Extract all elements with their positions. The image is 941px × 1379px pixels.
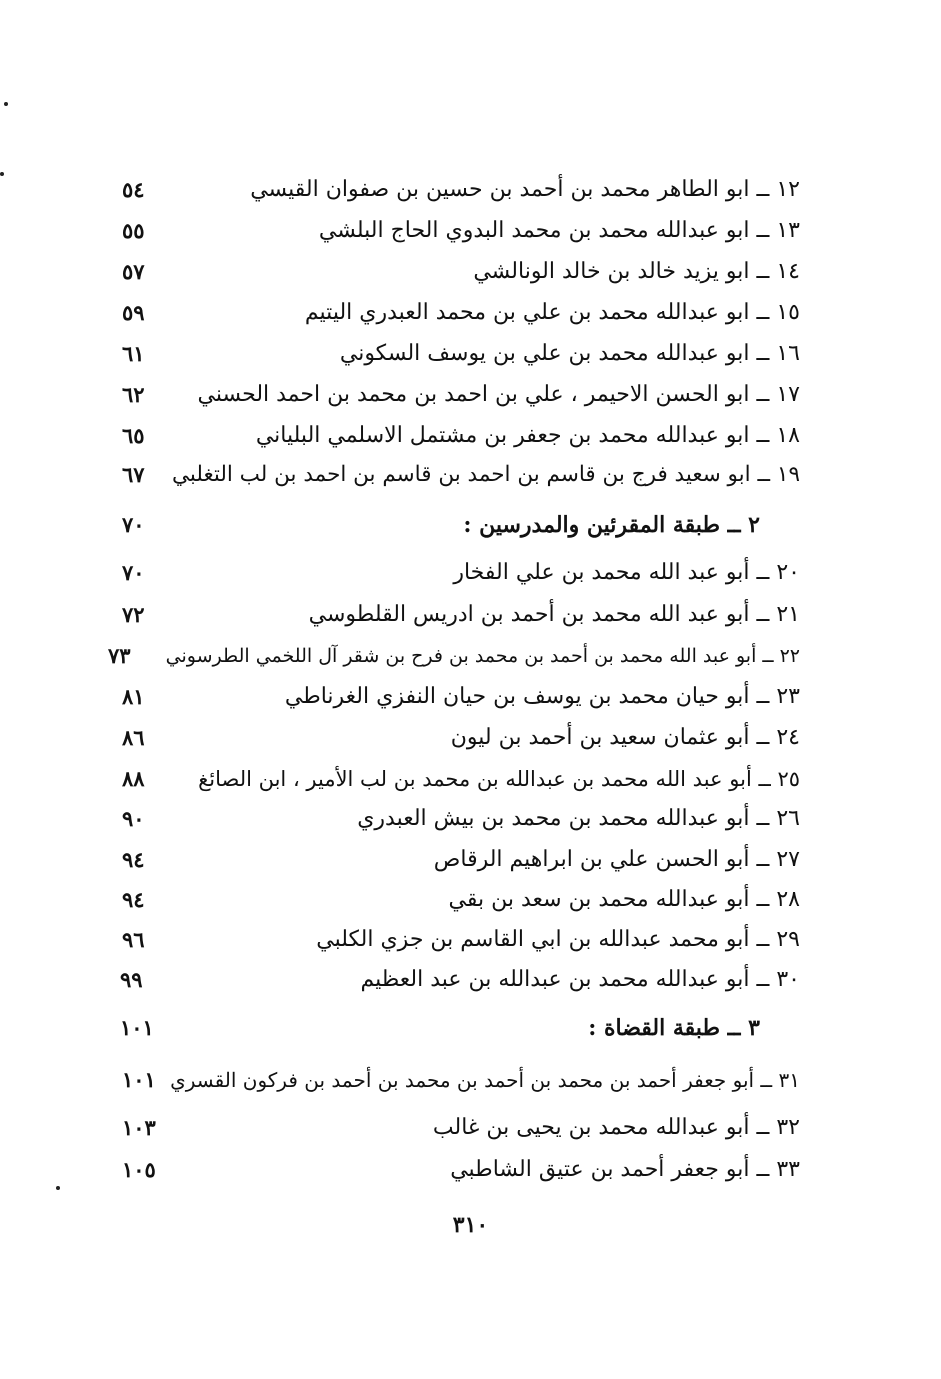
entry-title: ٢٣ ــ أبو حيان محمد بن يوسف بن حيان النفزي الغرناطي <box>284 684 800 709</box>
entry-title: ١٣ ــ ابو عبدالله محمد بن محمد البدوي الحاج البلشي <box>318 218 800 243</box>
entry-title: ١٢ ــ ابو الطاهر محمد بن أحمد بن حسين بن صفوان القيسي <box>250 177 800 202</box>
toc-entry <box>100 170 800 210</box>
toc-entry <box>100 252 800 292</box>
entry-title: ٣٢ ــ أبو عبدالله محمد بن يحيى بن غالب <box>432 1115 800 1140</box>
entry-page-number: ٩٦ <box>122 927 145 952</box>
toc-entry <box>100 553 800 593</box>
entry-page-number: ٧٠ <box>122 560 145 585</box>
entry-page-number: ٦٥ <box>122 423 145 448</box>
entry-page-number: ٥٥ <box>122 218 145 243</box>
entry-title: ٢٢ ــ أبو عبد الله محمد بن أحمد بن محمد بن فرح بن شقر آل اللخمي الطرسوني <box>165 645 800 667</box>
entry-title: ٢٠ ــ أبو عبد الله محمد بن علي الفخار <box>453 560 800 585</box>
section-page-number: ١٠١ <box>120 1015 154 1040</box>
toc-entry <box>100 1108 800 1148</box>
entry-page-number: ١٠٥ <box>122 1157 156 1182</box>
entry-title: ٢١ ــ أبو عبد الله محمد بن أحمد بن ادريس القلطوسي <box>308 602 800 627</box>
toc-entry <box>100 677 800 717</box>
toc-entry <box>100 1060 800 1100</box>
entry-page-number: ٥٤ <box>122 177 145 202</box>
toc-entry <box>100 595 800 635</box>
entry-page-number: ٩٤ <box>122 847 145 872</box>
entry-page-number: ٦٧ <box>122 462 145 487</box>
toc-entry <box>100 840 800 880</box>
entry-title: ١٤ ــ ابو يزيد خالد بن خالد الونالشي <box>473 259 800 284</box>
entry-title: ١٩ ــ ابو سعيد فرج بن قاسم بن احمد بن قاسم بن احمد بن لب التغلبي <box>171 462 800 487</box>
toc-entry <box>100 718 800 758</box>
entry-title: ٣٠ ــ أبو عبدالله محمد بن عبدالله بن عبد العظيم <box>360 967 800 992</box>
entry-page-number: ٨١ <box>122 684 145 709</box>
toc-entry <box>100 1150 800 1190</box>
toc-entry <box>100 455 800 495</box>
entry-title: ١٨ ــ ابو عبدالله محمد بن جعفر بن مشتمل الاسلمي البلياني <box>255 423 800 448</box>
toc-entry <box>100 636 800 676</box>
entry-page-number: ٨٦ <box>122 725 145 750</box>
entry-page-number: ٧٢ <box>122 602 145 627</box>
toc-entry <box>100 799 800 839</box>
entry-page-number: ٦٢ <box>122 382 145 407</box>
entry-page-number: ٨٨ <box>122 766 145 791</box>
entry-page-number: ٥٩ <box>122 300 145 325</box>
entry-page-number: ٦١ <box>122 341 145 366</box>
entry-title: ٢٨ ــ أبو عبدالله محمد بن سعد بن بقي <box>448 887 800 912</box>
section-title: ٢ ــ طبقة المقرئين والمدرسين : <box>463 512 760 538</box>
entry-title: ٢٩ ــ أبو محمد عبدالله بن ابي القاسم بن جزي الكلبي <box>316 927 800 952</box>
entry-page-number: ٩٤ <box>122 887 145 912</box>
entry-page-number: ٥٧ <box>122 259 145 284</box>
entry-title: ١٦ ــ ابو عبدالله محمد بن علي بن يوسف السكوني <box>339 341 800 366</box>
toc-entry <box>100 375 800 415</box>
section-heading <box>100 1008 800 1048</box>
entry-page-number: ٩٩ <box>120 967 143 992</box>
entry-page-number: ٧٣ <box>108 643 131 668</box>
section-page-number: ٧٠ <box>122 512 145 537</box>
toc-entry <box>100 334 800 374</box>
entry-title: ١٥ ــ ابو عبدالله محمد بن علي بن محمد العبدري اليتيم <box>304 300 800 325</box>
entry-page-number: ٩٠ <box>122 806 145 831</box>
scan-speck <box>56 1186 60 1190</box>
toc-entry <box>100 293 800 333</box>
section-title: ٣ ــ طبقة القضاة : <box>588 1015 760 1041</box>
entry-title: ٢٥ ــ أبو عبد الله محمد بن عبدالله بن محمد بن لب الأمير ، ابن الصائغ <box>198 767 800 791</box>
section-heading <box>100 505 800 545</box>
toc-entry <box>100 759 800 799</box>
toc-entry <box>100 211 800 251</box>
page-number: ٣١٠ <box>452 1212 489 1238</box>
scan-speck <box>4 102 8 106</box>
entry-title: ٣١ ــ أبو جعفر أحمد بن محمد بن أحمد بن محمد بن أحمد بن فركون القسري <box>170 1068 800 1092</box>
entry-title: ٢٦ ــ أبو عبدالله محمد بن محمد بن بيش العبدري <box>357 806 800 831</box>
toc-entry <box>100 960 800 1000</box>
entry-title: ١٧ ــ ابو الحسن الاحيمر ، علي بن احمد بن محمد بن احمد الحسني <box>197 382 800 407</box>
entry-title: ٣٣ ــ أبو جعفر أحمد بن عتيق الشاطبي <box>450 1157 800 1182</box>
entry-page-number: ١٠١ <box>122 1067 156 1092</box>
toc-entry <box>100 920 800 960</box>
entry-title: ٢٤ ــ أبو عثمان سعيد بن أحمد بن ليون <box>450 725 800 750</box>
toc-entry <box>100 416 800 456</box>
entry-page-number: ١٠٣ <box>122 1115 156 1140</box>
scan-speck <box>0 172 4 176</box>
entry-title: ٢٧ ــ أبو الحسن علي بن ابراهيم الرقاص <box>433 847 800 872</box>
toc-entry <box>100 880 800 920</box>
